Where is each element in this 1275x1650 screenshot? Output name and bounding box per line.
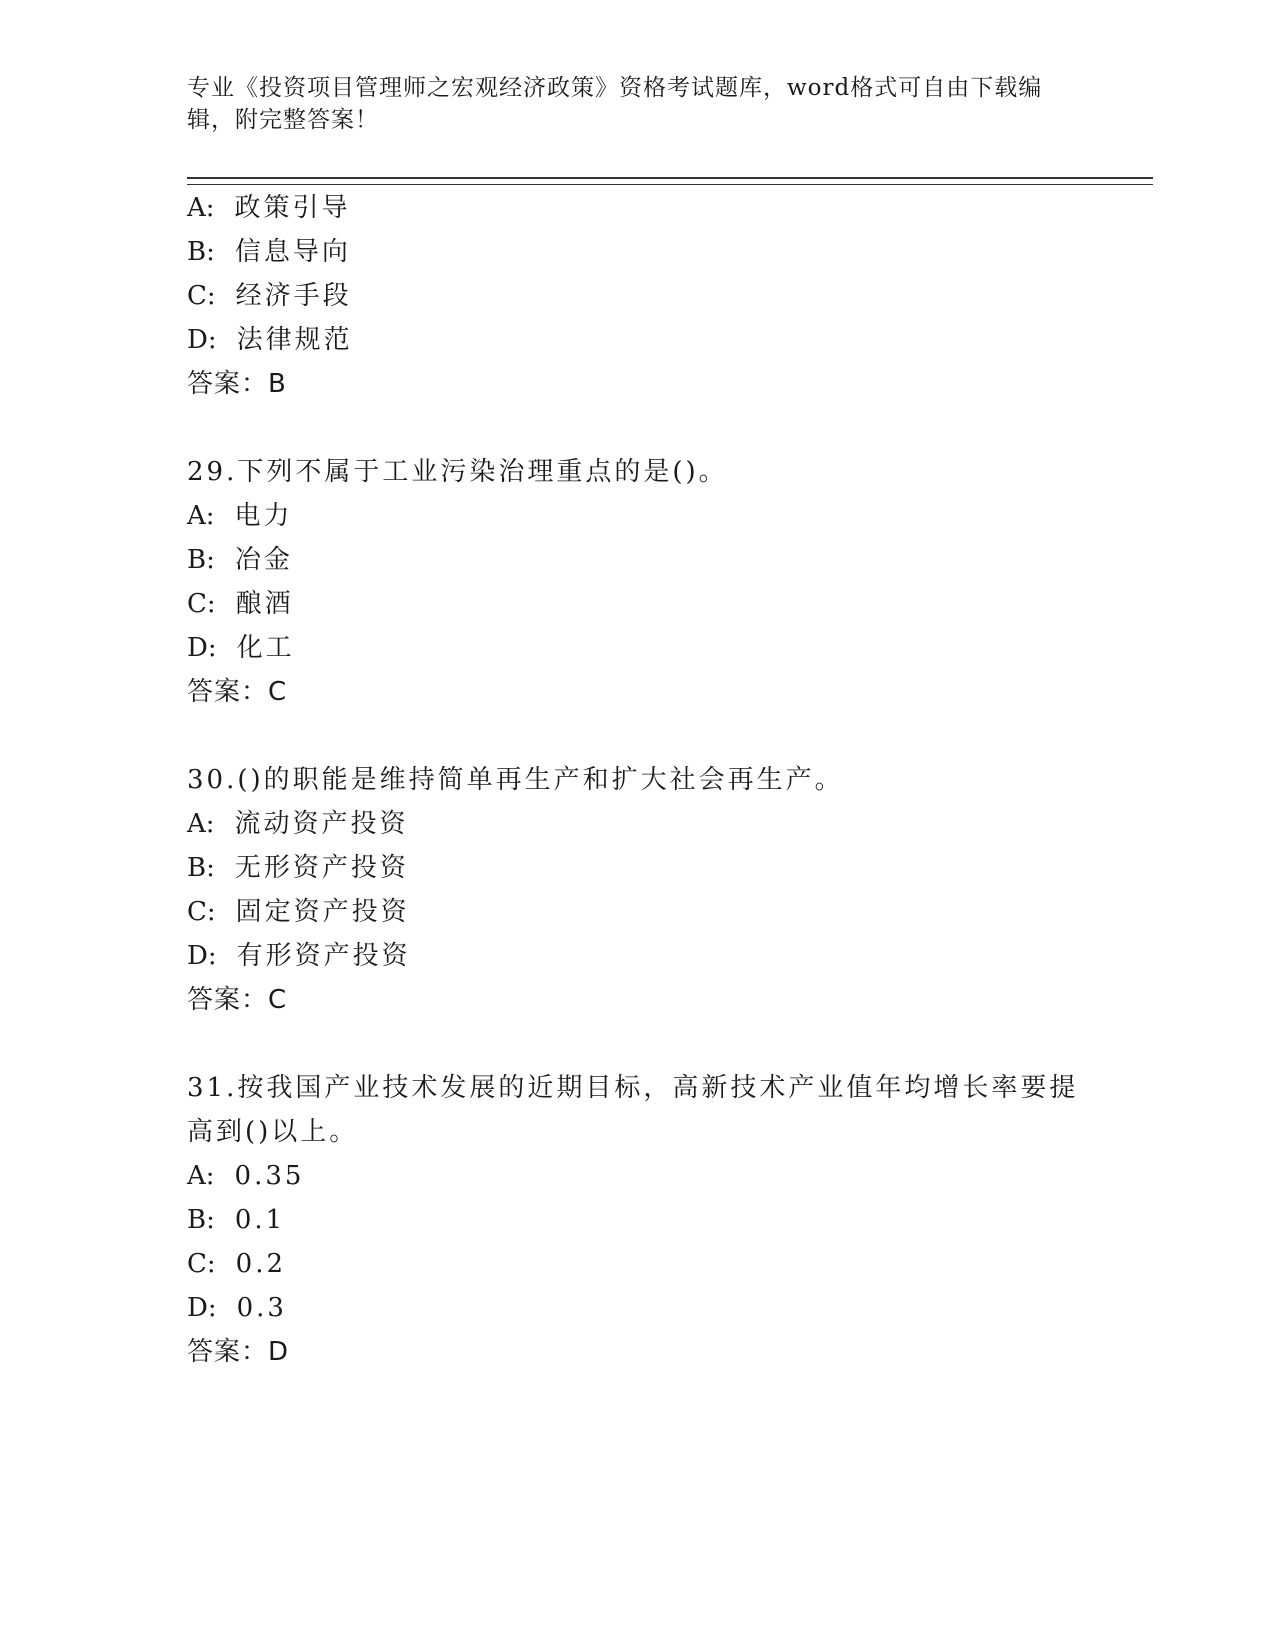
q30-stem: 30.()的职能是维持简单再生产和扩大社会再生产。 <box>187 765 844 795</box>
q29-answer: 答案：C <box>187 677 288 707</box>
q31-option-a: A: 0.35 <box>187 1161 305 1191</box>
q29-option-a: A: 电力 <box>187 501 293 531</box>
document-header <box>187 72 1067 136</box>
q30-option-b: B: 无形资产投资 <box>187 853 409 883</box>
q30-option-c: C: 固定资产投资 <box>187 897 410 927</box>
q31-option-c: C: 0.2 <box>187 1249 287 1279</box>
q31-option-d: D: 0.3 <box>187 1293 287 1323</box>
q29-option-c: C: 酿酒 <box>187 589 294 619</box>
header-divider <box>187 177 1153 185</box>
q29-option-b: B: 冶金 <box>187 545 293 575</box>
header-line-2: 辑，附完整答案！ <box>187 107 379 133</box>
q31-answer: 答案：D <box>187 1337 290 1367</box>
q31-stem-line-2: 高到()以上。 <box>187 1117 359 1147</box>
q31-stem-line-1: 31.按我国产业技术发展的近期目标，高新技术产业值年均增长率要提 <box>187 1073 1079 1103</box>
q29-stem: 29.下列不属于工业污染治理重点的是()。 <box>187 457 728 487</box>
q30-answer: 答案：C <box>187 985 288 1015</box>
q28-option-a: A: 政策引导 <box>187 193 351 223</box>
header-line-1: 专业《投资项目管理师之宏观经济政策》资格考试题库，word格式可自由下载编 <box>187 75 1043 101</box>
q28-option-b: B: 信息导向 <box>187 237 351 267</box>
q28-option-c: C: 经济手段 <box>187 281 352 311</box>
q30-option-a: A: 流动资产投资 <box>187 809 409 839</box>
q28-option-d: D: 法律规范 <box>187 325 353 355</box>
q31-option-b: B: 0.1 <box>187 1205 286 1235</box>
q28-answer: 答案：B <box>187 369 287 399</box>
q29-option-d: D: 化工 <box>187 633 295 663</box>
q30-option-d: D: 有形资产投资 <box>187 941 411 971</box>
